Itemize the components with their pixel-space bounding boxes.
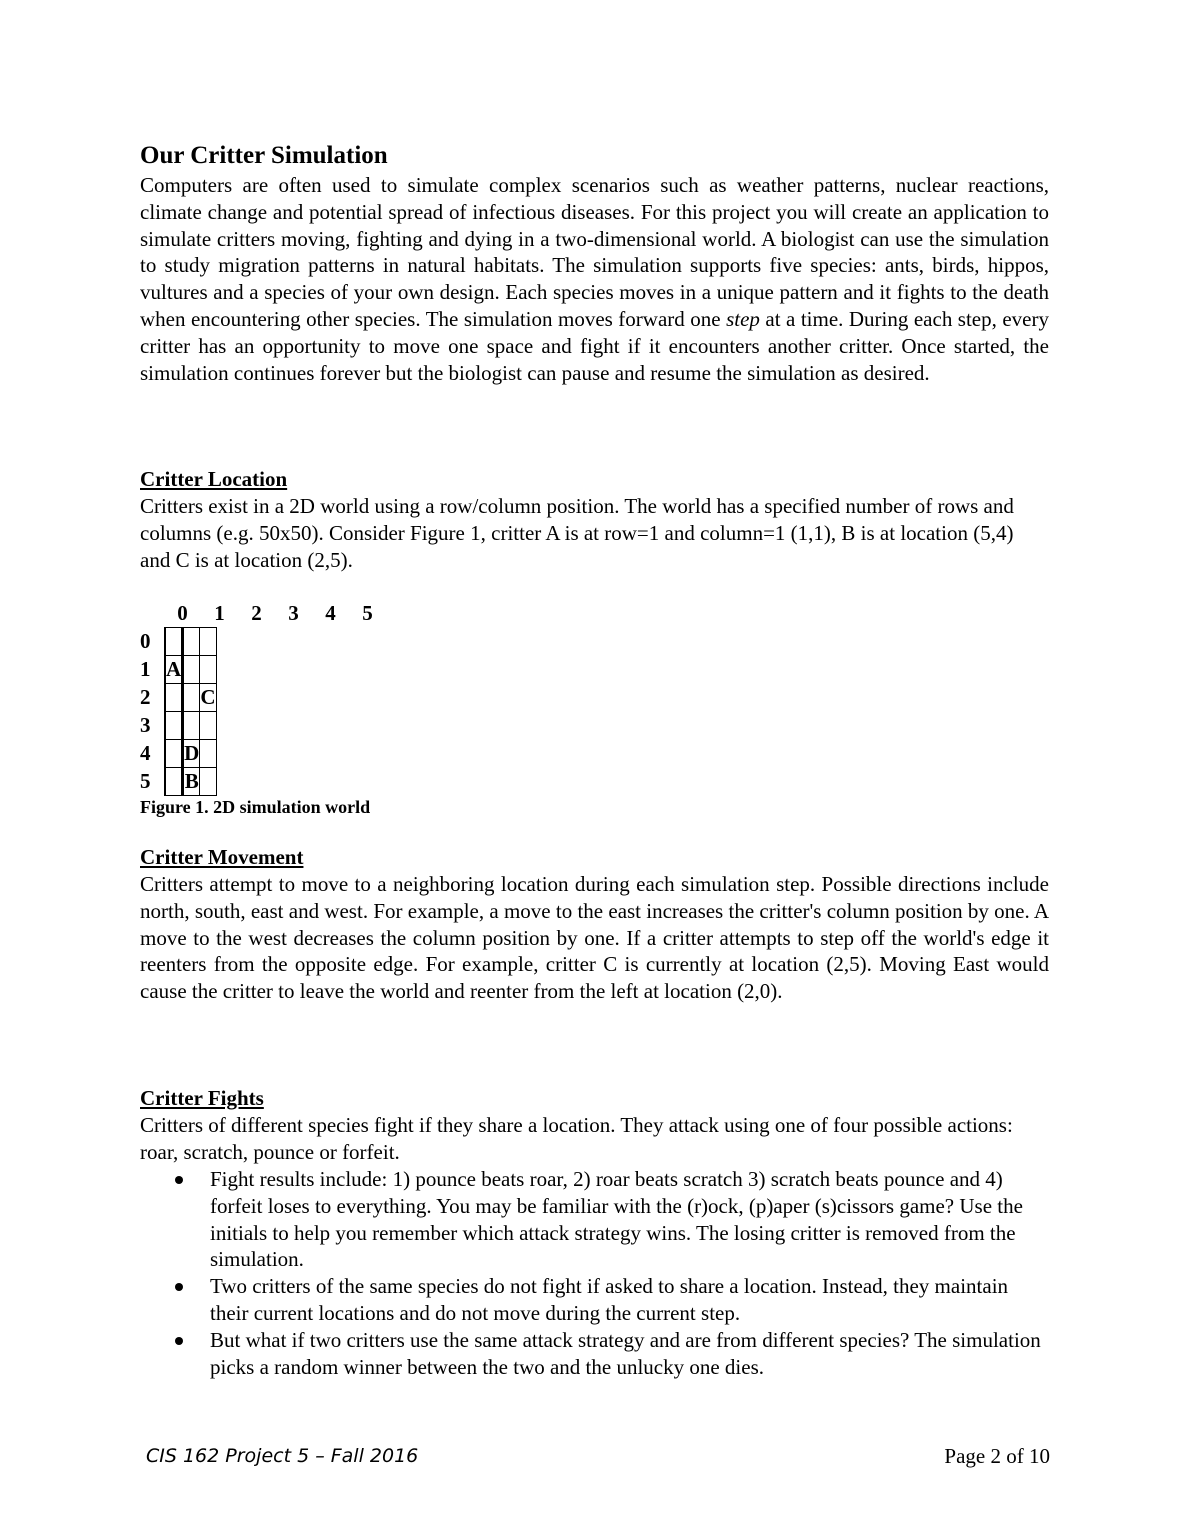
grid-cell <box>166 768 182 796</box>
world-grid-table <box>164 627 217 796</box>
bullet-text: But what if two critters use the same attack strategy and are from different species? The simulation picks a random winner between the two and the unlucky one dies. <box>210 1327 1041 1379</box>
grid-cell <box>166 628 182 656</box>
grid-cell <box>166 712 182 740</box>
grid-cell: D <box>184 740 200 768</box>
grid-cell <box>184 712 200 740</box>
fights-paragraph: Critters of different species fight if they share a location. They attack using one of four possible actions: roar, scratch, pounce or forfeit. <box>140 1113 1013 1164</box>
bullet-icon <box>175 1283 183 1291</box>
grid-row-label: 1 <box>140 657 151 681</box>
grid-row <box>165 656 217 684</box>
location-heading: Critter Location <box>140 467 288 491</box>
intro-emphasis: step <box>726 306 760 331</box>
footer-course-label: CIS 162 Project 5 – Fall 2016 <box>146 1445 419 1467</box>
grid-row-label: 2 <box>140 685 151 709</box>
bullet-icon <box>175 1337 183 1345</box>
grid-cell <box>200 768 216 796</box>
movement-paragraph: Critters attempt to move to a neighboring location during each simulation step. Possible directions include north, south, east and west. For example, a move to the east increases the critter's column position by one. A move to the west decreases the column position by one. If a critter attempts to step off the world's edge it reenters from the opposite edge. For example, critter C is currently at location (2,5). Moving East would cause the critter to leave the world and reenter from the left at location (2,0). <box>140 872 1049 1004</box>
grid-cell <box>166 684 182 712</box>
grid-cell <box>200 740 216 768</box>
intro-paragraph <box>140 172 1049 386</box>
footer-page-number: Page 2 of 10 <box>944 1444 1050 1468</box>
grid-column-label: 5 <box>362 601 373 625</box>
page-title: Our Critter Simulation <box>140 142 388 169</box>
grid-cell <box>200 712 216 740</box>
bullet-item <box>140 1327 1050 1381</box>
grid-row-label: 4 <box>140 741 151 765</box>
grid-row-label: 5 <box>140 769 151 793</box>
bullet-text: Fight results include: 1) pounce beats roar, 2) roar beats scratch 3) scratch beats pounce and 4) forfeit loses to everything. You may be familiar with the (r)ock, (p)aper (s)cissors game? Use the initials to help you remember which attack strategy wins. The losing critter is removed from the simulation. <box>210 1167 1023 1272</box>
grid-cell: B <box>184 768 200 796</box>
location-paragraph: Critters exist in a 2D world using a row/column position. The world has a specified number of rows and columns (e.g. 50x50). Consider Figure 1, critter A is at row=1 and column=1 (1,1), B is at location (5,4) and C is at location (2,5). <box>140 494 1014 572</box>
grid-cell <box>166 740 182 768</box>
intro-text-start: Computers are often used to simulate complex scenarios such as weather patterns, nuclear reactions, climate change and potential spread of infectious diseases. For this project you will create an application to simulate critters moving, fighting and dying in a two-dimensional world. A biologist can use the simulation to study migration patterns in natural habitats. The simulation supports five species: ants, birds, hippos, vultures and a species of your own design. Each species moves in a unique pattern and it fights to the death when encountering other species. The simulation moves forward one <box>140 173 1049 331</box>
grid-cell: A <box>166 656 182 684</box>
grid-row-label: 0 <box>140 629 151 653</box>
grid-cell: C <box>200 684 216 712</box>
grid-column-label: 0 <box>177 601 188 625</box>
bullet-text: Two critters of the same species do not fight if asked to share a location. Instead, they maintain their current locations and do not move during the current step. <box>210 1274 1009 1325</box>
grid-column-label: 4 <box>325 601 336 625</box>
grid-cell <box>184 628 200 656</box>
grid-cell <box>200 656 216 684</box>
figure-caption: Figure 1. 2D simulation world <box>140 797 371 817</box>
fights-bullet-list <box>140 1166 1050 1380</box>
bullet-item <box>140 1166 1050 1273</box>
grid-column-label: 2 <box>251 601 262 625</box>
grid-row <box>165 768 217 796</box>
grid-row-label: 3 <box>140 713 151 737</box>
bullet-icon <box>175 1176 183 1184</box>
grid-cell <box>200 628 216 656</box>
grid-row <box>165 740 217 768</box>
intro-text-end: at a time. During each step, every critter has an opportunity to move one space and fight if it encounters another critter. Once started, the simulation continues forever but the biologist can pause and resume the simulation as desired. <box>140 306 1049 385</box>
grid-row <box>165 684 217 712</box>
grid-column-label: 3 <box>288 601 299 625</box>
grid-column-label: 1 <box>214 601 225 625</box>
grid-cell <box>184 684 200 712</box>
grid-row <box>165 628 217 656</box>
grid-cell <box>184 656 200 684</box>
fights-heading: Critter Fights <box>140 1086 264 1110</box>
bullet-item <box>140 1273 1050 1327</box>
movement-heading: Critter Movement <box>140 845 304 869</box>
grid-row <box>165 712 217 740</box>
